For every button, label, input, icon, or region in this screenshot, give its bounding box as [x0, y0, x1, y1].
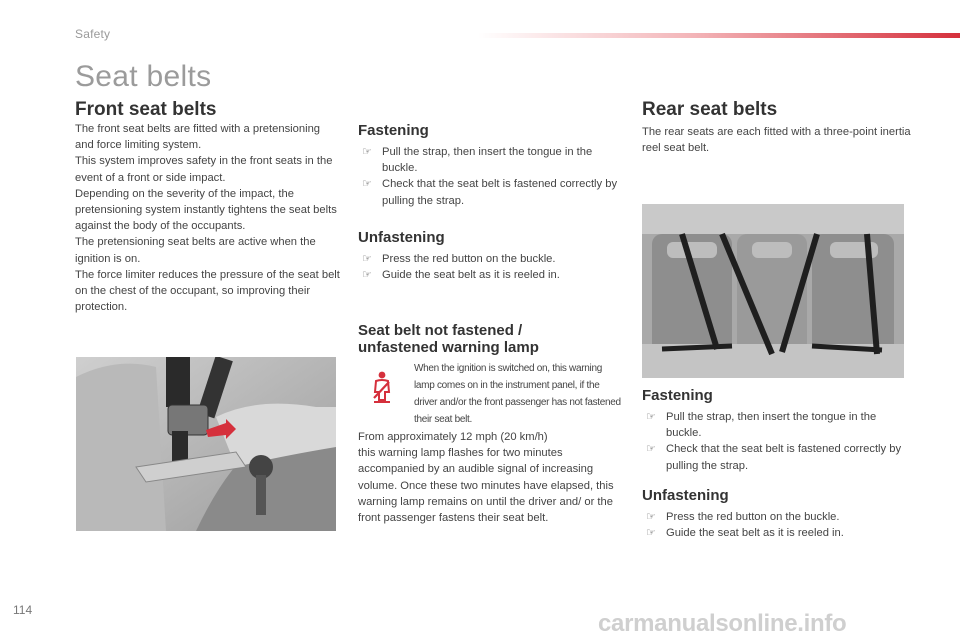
front-seat-belts-text: The front seat belts are fitted with a pretensioning and force limiting system. This system improves safety in the front seats in the event of a front or side impact. Depending on the severity of the impact, the pretensioning system instantly tightens the seat belts against the body of the occupants. The pretensioning seat belts are active when the ignition is on. The force limiter reduces the pressure of the seat belt on the chest of the occupant, so improving their protection. [75, 123, 340, 314]
buckle-photo-illustration [76, 357, 336, 531]
warning-lamp-text: From approximately 12 mph (20 km/h) this warning lamp flashes for two minutes accompanied by an audible signal of increasing volume. Once these two minutes have elapsed, this warning lamp remains on until the driver and/ or the front passenger fastens their seat belt. [358, 431, 614, 525]
pointing-hand-icon: ☞ [362, 253, 372, 265]
page-title: Seat belts [75, 60, 212, 93]
fastening-list [358, 144, 620, 209]
pointing-hand-icon: ☞ [646, 411, 656, 423]
pointing-hand-icon: ☞ [362, 146, 372, 158]
list-item: ☞ Check that the seat belt is fastened correctly by pulling the strap. [362, 178, 618, 207]
rear-seat-belts-heading: Rear seat belts [642, 99, 778, 120]
front-seat-belt-buckle-photo [76, 357, 336, 531]
front-seat-belts-heading: Front seat belts [75, 99, 217, 120]
warning-lamp-heading [358, 322, 539, 356]
header-accent-bar [478, 33, 960, 38]
list-item: ☞ Pull the strap, then insert the tongue in the buckle. [646, 411, 877, 440]
warning-heading-line1: Seat belt not fastened / [358, 322, 523, 339]
unfastening-heading: Unfastening [358, 229, 445, 246]
rear-fastening-heading: Fastening [642, 387, 713, 404]
watermark: carmanualsonline.info [598, 610, 847, 637]
rear-fastening-list [642, 409, 912, 474]
pointing-hand-icon: ☞ [362, 269, 372, 282]
seat-belt-warning-icon [368, 370, 396, 404]
rear-unfastening-list [642, 509, 912, 541]
pointing-hand-icon: ☞ [646, 511, 656, 523]
list-item: ☞ Check that the seat belt is fastened correctly by pulling the strap. [646, 443, 902, 472]
warning-heading-line2: unfastened warning lamp [358, 339, 539, 356]
rear-seat-belts-intro: The rear seats are each fitted with a three-point inertia reel seat belt. [642, 126, 911, 155]
warning-lamp-note: When the ignition is switched on, this warning lamp comes on in the instrument panel, if the driver and/or the front passenger has not fastened their seat belt. [414, 363, 621, 425]
fastening-heading: Fastening [358, 122, 429, 139]
section-label: Safety [75, 27, 111, 41]
pointing-hand-icon: ☞ [646, 527, 656, 540]
pointing-hand-icon: ☞ [362, 178, 372, 191]
list-item: ☞ Press the red button on the buckle. [642, 509, 912, 525]
unfastening-list [358, 251, 620, 283]
list-item: ☞ Pull the strap, then insert the tongue in the buckle. [362, 146, 593, 175]
rear-seats-photo [642, 204, 904, 378]
list-item: ☞ Guide the seat belt as it is reeled in. [642, 525, 912, 541]
rear-seats-illustration [642, 204, 904, 378]
pointing-hand-icon: ☞ [646, 443, 656, 456]
list-item: ☞ Press the red button on the buckle. [358, 251, 620, 267]
rear-unfastening-heading: Unfastening [642, 487, 729, 504]
page-number: 114 [13, 603, 33, 617]
list-item: ☞ Guide the seat belt as it is reeled in. [358, 267, 620, 283]
